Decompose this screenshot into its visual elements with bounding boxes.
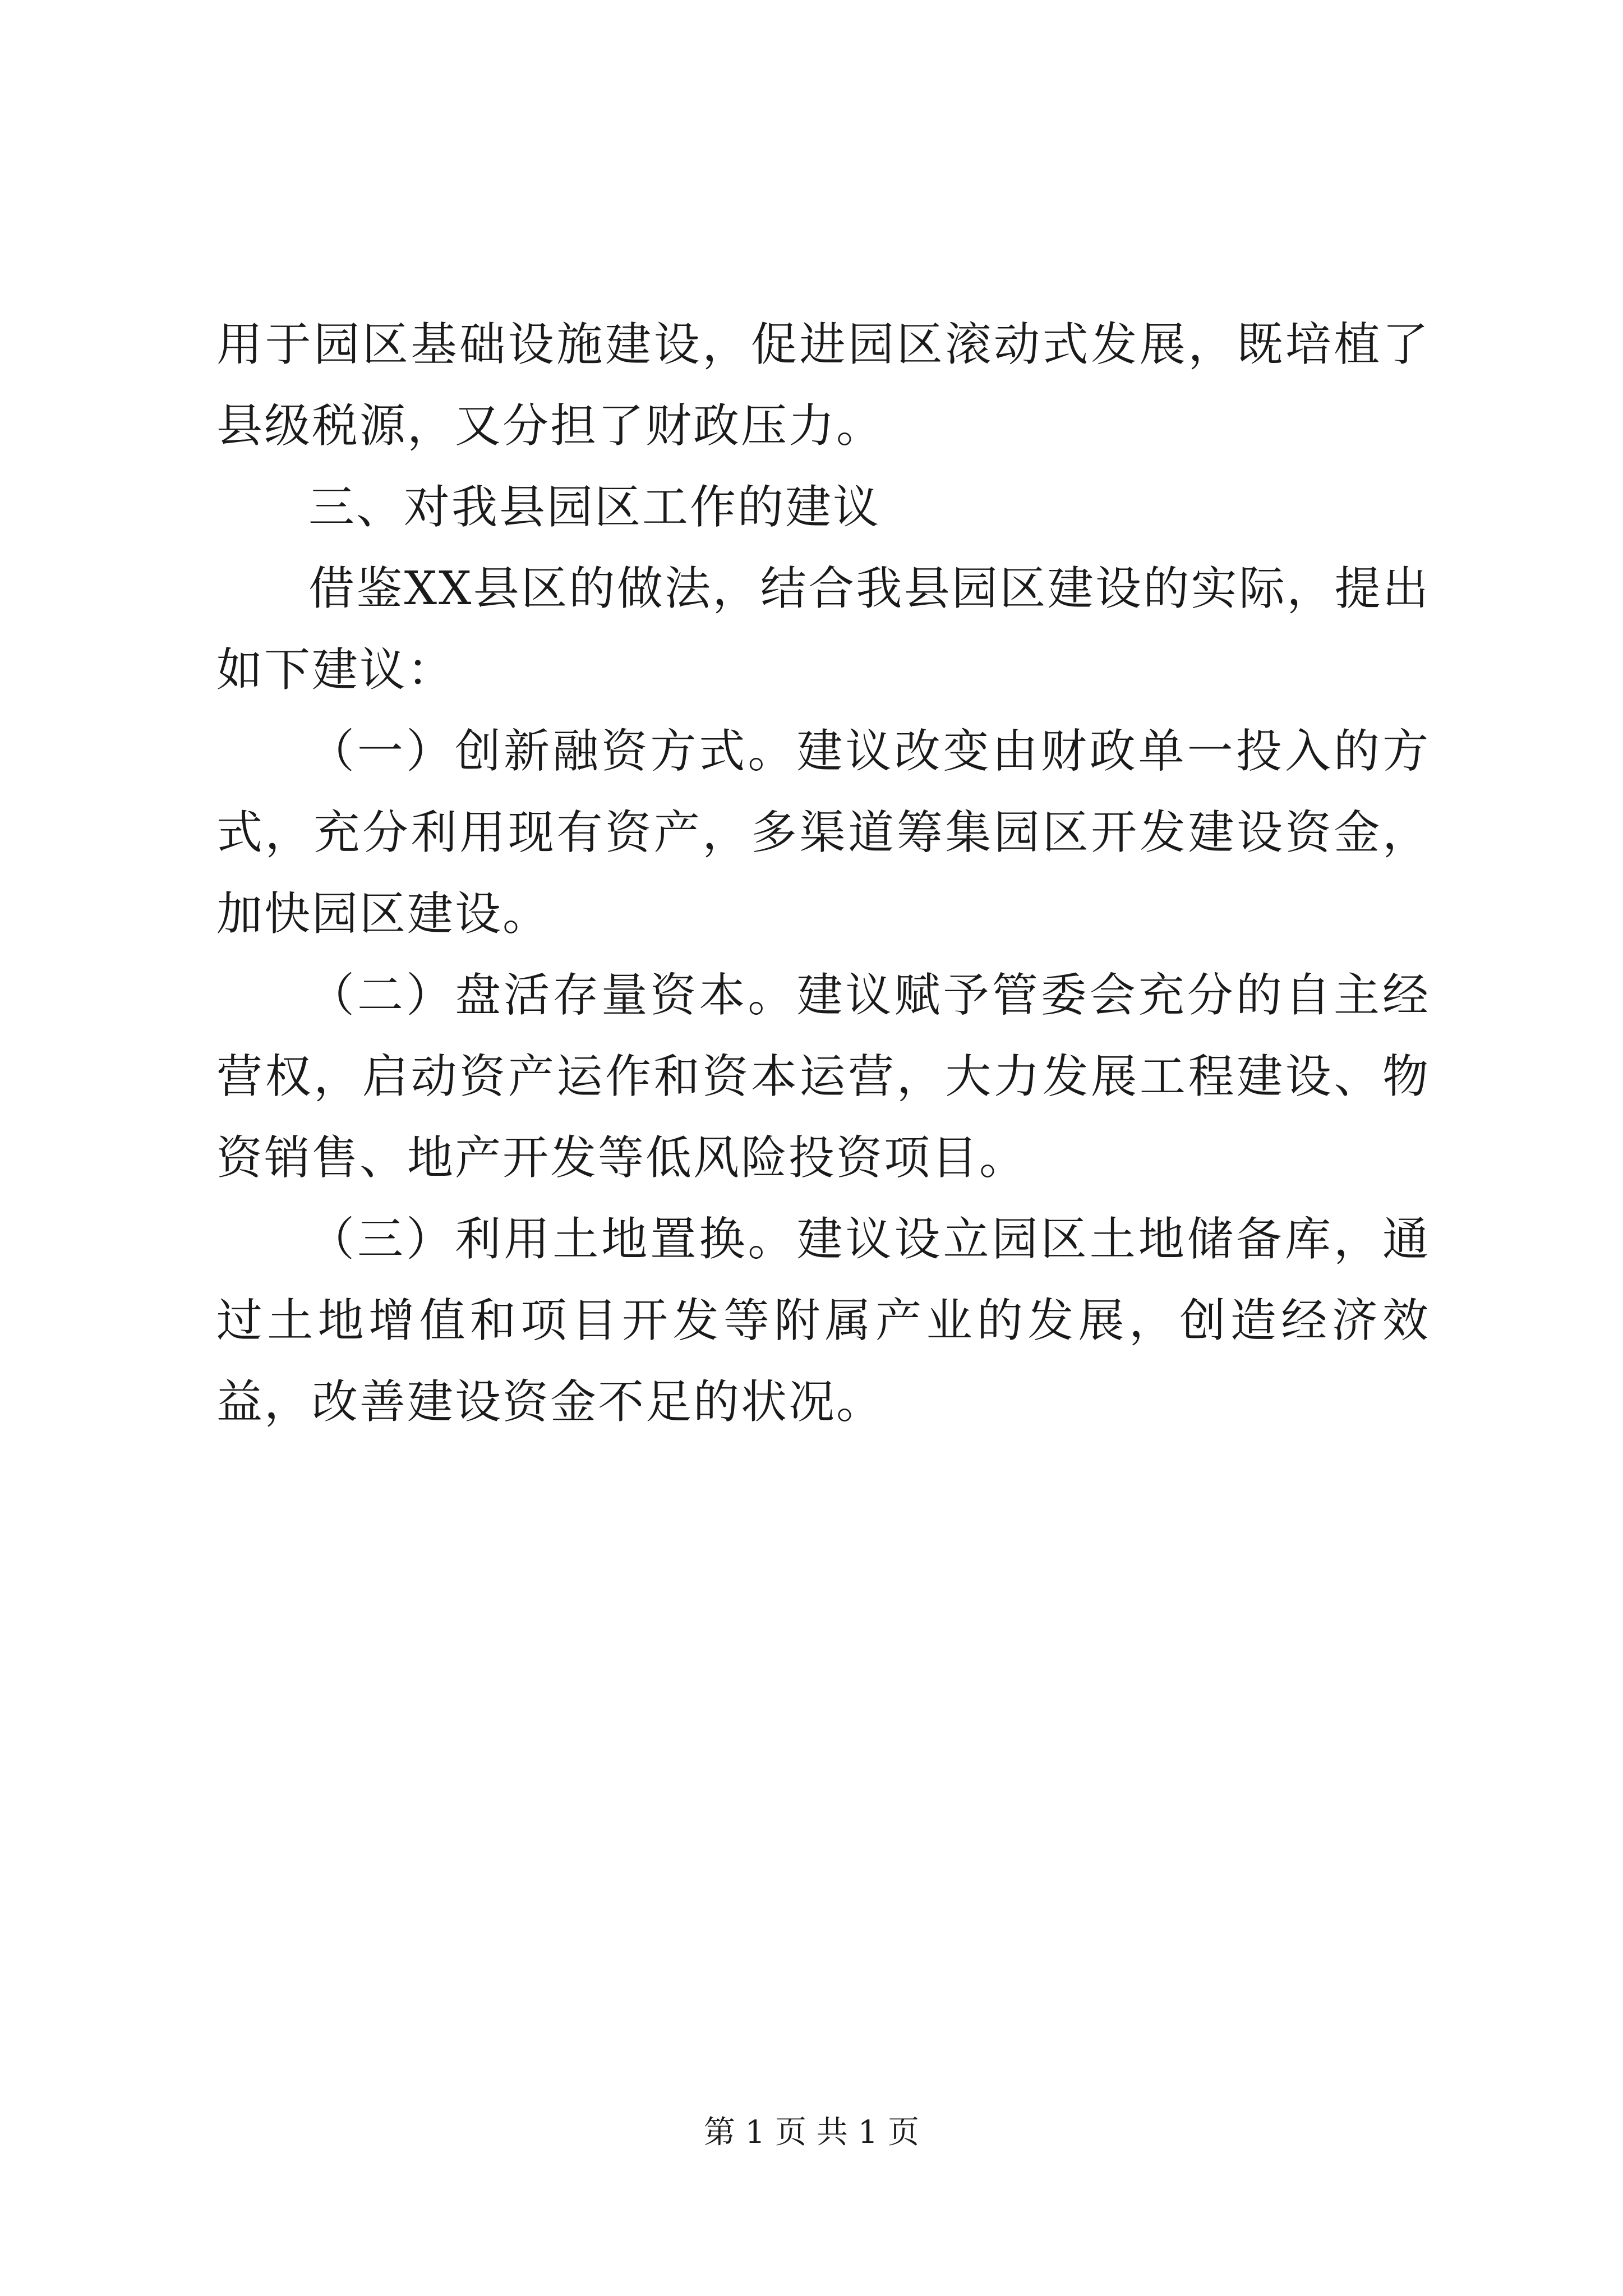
suggestion-item-1: （一）创新融资方式。建议改变由财政单一投入的方式，充分利用现有资产，多渠道筹集园区开发建设资金，加快园区建设。 [216, 725, 1430, 941]
suggestion-item-3: （三）利用土地置换。建议设立园区土地储备库，通过土地增值和项目开发等附属产业的发展，创造经济效益，改善建设资金不足的状况。 [216, 1213, 1430, 1429]
page-footer [0, 2110, 1623, 2155]
paragraph-continuation: 用于园区基础设施建设，促进园区滚动式发展，既培植了县级税源，又分担了财政压力。 [216, 318, 1430, 453]
page-number: 第 1 页 共 1 页 [703, 2114, 920, 2151]
section-heading: 三、对我县园区工作的建议 [308, 481, 881, 534]
paragraph-intro: 借鉴XX县区的做法，结合我县园区建设的实际，提出如下建议： [216, 562, 1430, 697]
document-body [216, 304, 1430, 1443]
suggestion-item-2: （二）盘活存量资本。建议赋予管委会充分的自主经营权，启动资产运作和资本运营，大力发展工程建设、物资销售、地产开发等低风险投资项目。 [216, 969, 1430, 1185]
